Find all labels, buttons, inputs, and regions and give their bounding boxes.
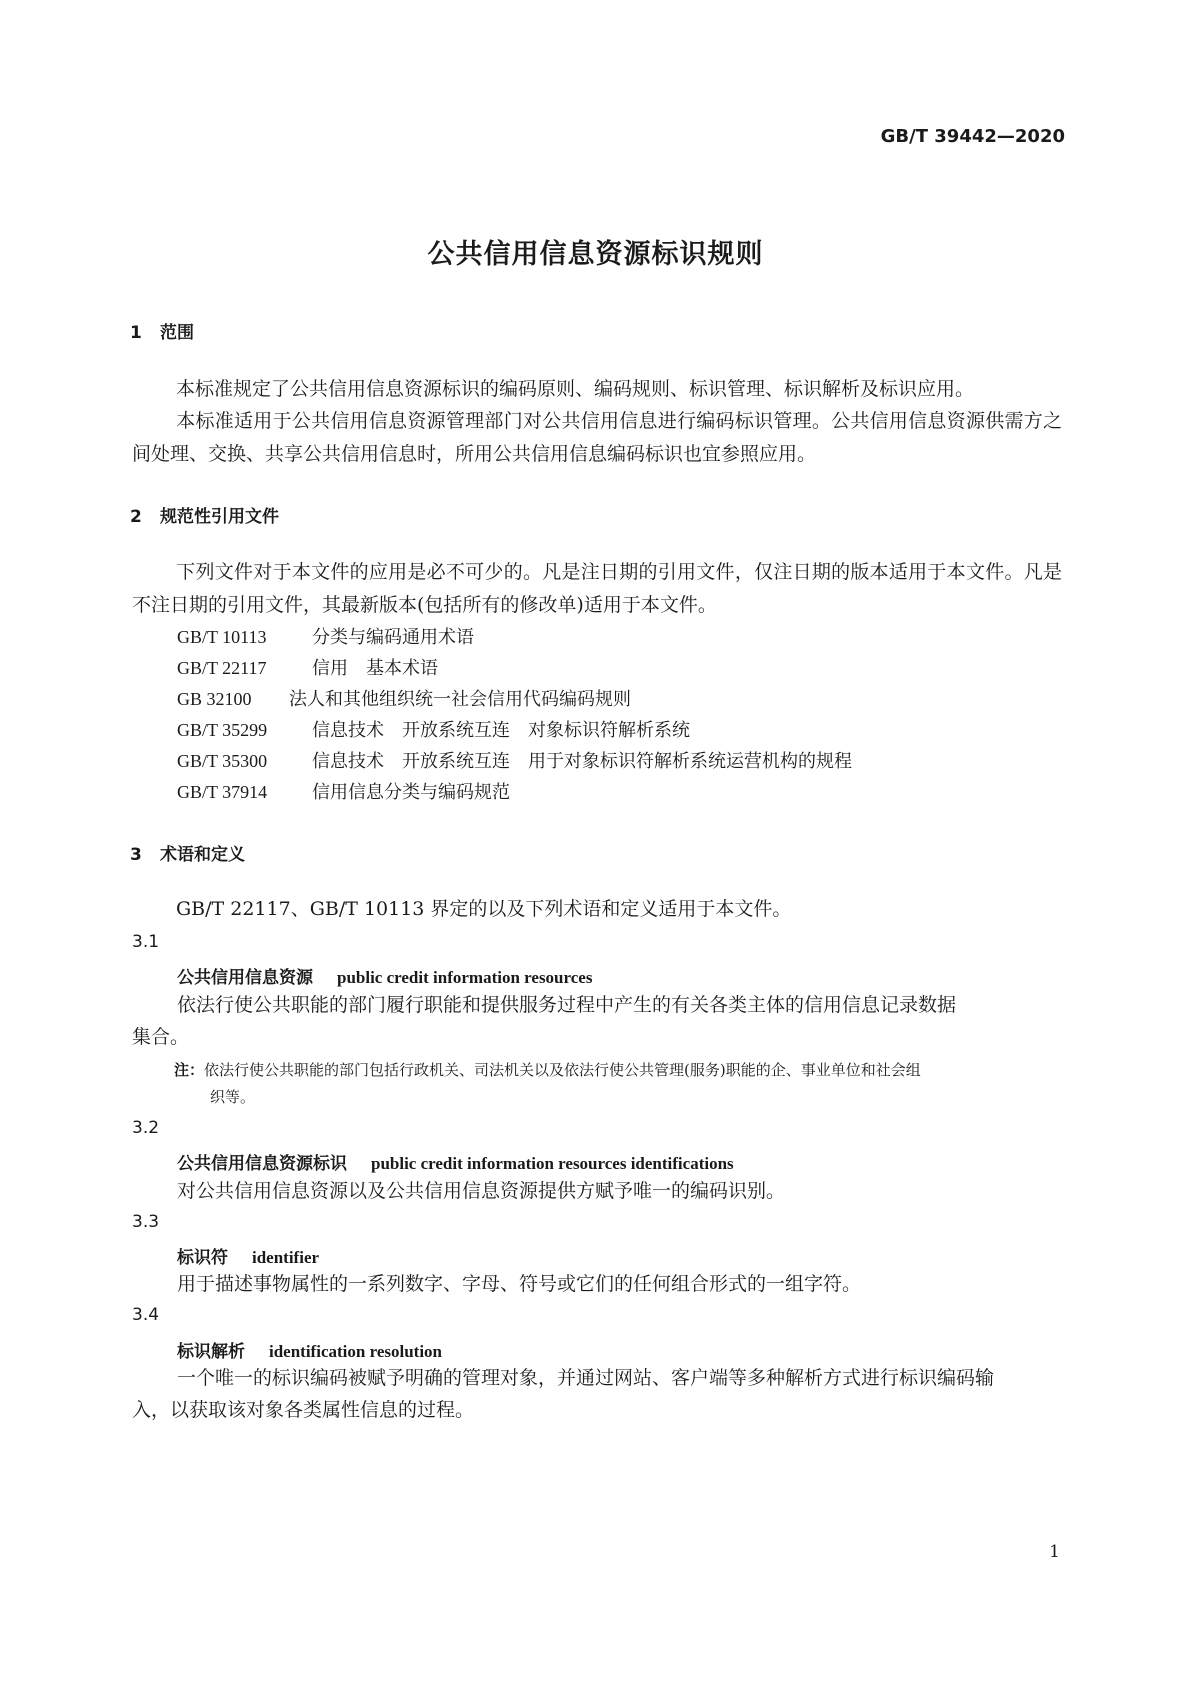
term-name-en: identifier [252,1248,320,1267]
term-number: 3.1 [132,932,160,952]
term-name-zh: 标识符 [177,1248,228,1268]
term-name-en: identification resolution [269,1342,442,1361]
term-name [177,1337,442,1362]
page-number: 1 [1049,1542,1060,1562]
section-heading-1 [130,318,194,343]
paragraph: 下列文件对于本文件的应用是必不可少的。凡是注日期的引用文件，仅注日期的版本适用于本文件。凡是不注日期的引用文件，其最新版本(包括所有的修改单)适用于本文件。 [132,561,1062,616]
term-name-zh: 公共信用信息资源 [177,968,313,988]
reference-title: 分类与编码通用术语 [312,627,474,648]
term-definition-continued: 入，以获取该对象各类属性信息的过程。 [132,1399,475,1421]
reference-code: GB 32100 [177,689,252,709]
term-definition: 用于描述事物属性的一系列数字、字母、符号或它们的任何组合形式的一组字符。 [177,1273,862,1295]
term-note-continued: 织等。 [210,1088,256,1106]
reference-title: 信息技术 开放系统互连 对象标识符解析系统 [312,720,690,741]
term-definition: 一个唯一的标识编码被赋予明确的管理对象，并通过网站、客户端等多种解析方式进行标识编码输 [177,1367,995,1389]
term-name-zh: 公共信用信息资源标识 [177,1154,347,1174]
section-heading-2 [130,502,279,527]
term-definition-continued: 集合。 [132,1026,190,1048]
reference-title: 法人和其他组织统一社会信用代码编码规则 [289,689,631,710]
section-number: 2 [130,507,142,527]
term-name-zh: 标识解析 [177,1342,245,1362]
reference-code: GB/T 35299 [177,720,268,740]
term-name-en: public credit information resources [337,968,593,987]
term-number: 3.3 [132,1212,160,1232]
page-title: 公共信用信息资源标识规则 [427,239,764,270]
paragraph: GB/T 22117、GB/T 10113 界定的以及下列术语和定义适用于本文件。 [176,898,792,920]
note-text: 依法行使公共职能的部门包括行政机关、司法机关以及依法行使公共管理(服务)职能的企、事业单位和社会组 [204,1061,921,1079]
reference-item [177,623,474,649]
reference-code: GB/T 35300 [177,751,268,771]
term-number: 3.4 [132,1305,160,1325]
reference-code: GB/T 37914 [177,782,268,802]
reference-title: 信用 基本术语 [312,658,438,679]
section-heading-3 [130,840,245,865]
standard-number: GB/T 39442—2020 [880,126,1065,147]
section-number: 1 [130,323,142,343]
section-number: 3 [130,845,142,865]
paragraph: 本标准适用于公共信用信息资源管理部门对公共信用信息进行编码标识管理。公共信用信息资源供需方之间处理、交换、共享公共信用信息时，所用公共信用信息编码标识也宜参照应用。 [132,410,1062,465]
reference-item [177,778,510,804]
term-note [174,1055,1064,1085]
term-definition: 对公共信用信息资源以及公共信用信息资源提供方赋予唯一的编码识别。 [177,1180,786,1202]
section-title: 规范性引用文件 [160,507,279,527]
reference-item [177,716,690,742]
term-name [177,1149,734,1174]
reference-item [177,654,438,680]
term-name-en: public credit information resources identifications [371,1154,734,1173]
paragraph: 本标准规定了公共信用信息资源标识的编码原则、编码规则、标识管理、标识解析及标识应用。 [176,378,975,400]
term-name [177,1243,319,1268]
term-name [177,963,592,988]
reference-title: 信用信息分类与编码规范 [312,782,510,803]
term-definition: 依法行使公共职能的部门履行职能和提供服务过程中产生的有关各类主体的信用信息记录数据 [177,994,957,1016]
section-title: 术语和定义 [160,845,245,865]
section-title: 范围 [160,323,194,343]
reference-item [177,685,631,711]
reference-title: 信息技术 开放系统互连 用于对象标识符解析系统运营机构的规程 [312,751,852,772]
note-label: 注： [174,1061,205,1079]
reference-item [177,747,852,773]
reference-code: GB/T 10113 [177,627,267,647]
reference-code: GB/T 22117 [177,658,267,678]
term-number: 3.2 [132,1118,160,1138]
